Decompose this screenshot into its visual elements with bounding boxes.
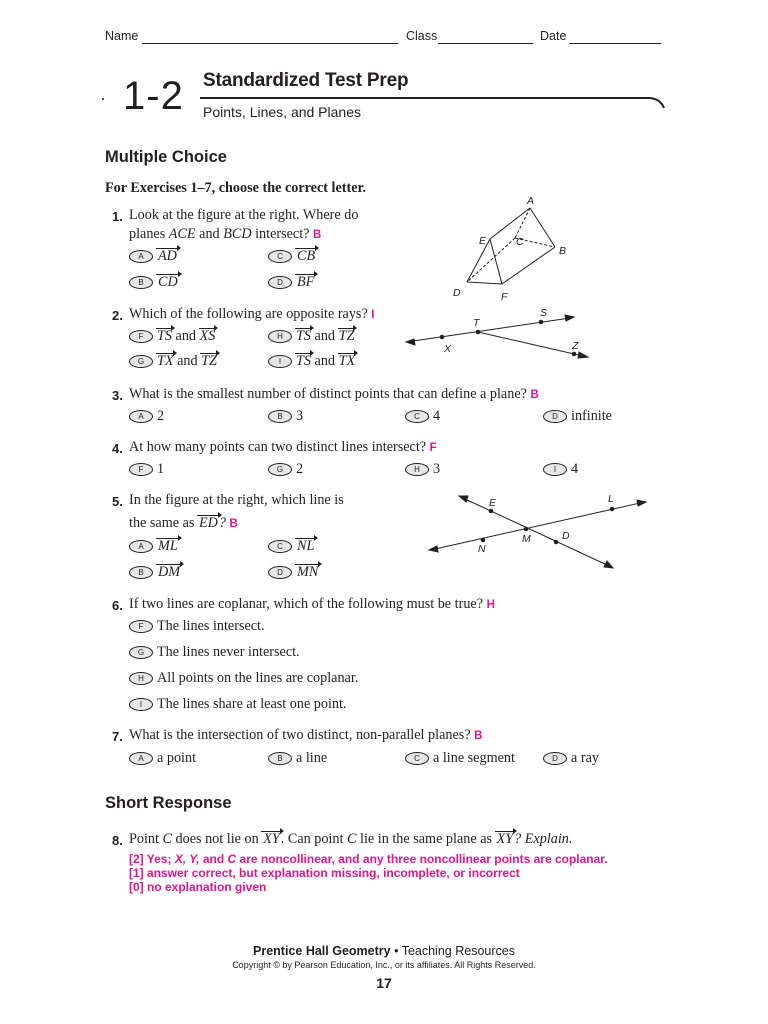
svg-text:Z: Z: [572, 340, 579, 352]
rubric-2: [2] Yes; X, Y, and C are noncollinear, and any three noncollinear points are coplanar.: [129, 852, 608, 866]
title-rule: [100, 90, 670, 130]
option-6g[interactable]: G The lines never intersect.: [129, 644, 300, 661]
svg-text:F: F: [501, 291, 508, 303]
section-short-response: Short Response: [105, 794, 232, 812]
question-3-text: What is the smallest number of distinct points that can define a plane? B: [129, 386, 539, 402]
question-number: 2.: [112, 308, 123, 323]
answer-6: H: [486, 599, 495, 611]
svg-text:E: E: [489, 497, 497, 509]
question-5-line2: the same as ED? B: [129, 515, 238, 531]
section-multiple-choice: Multiple Choice: [105, 148, 227, 166]
question-number: 3.: [112, 388, 123, 403]
name-field[interactable]: [142, 43, 398, 44]
rays-figure: [400, 300, 600, 370]
question-number: 8.: [112, 833, 123, 848]
date-label: Date: [540, 29, 567, 43]
svg-text:E: E: [479, 235, 487, 247]
option-7b[interactable]: B a line: [268, 750, 327, 767]
option-5a[interactable]: A ML: [129, 538, 179, 555]
question-number: 1.: [112, 209, 123, 224]
question-number: 7.: [112, 729, 123, 744]
option-4h[interactable]: H 3: [405, 461, 440, 478]
option-7a[interactable]: A a point: [129, 750, 196, 767]
option-5d[interactable]: D MN: [268, 564, 319, 581]
question-6-text: If two lines are coplanar, which of the following must be true? H: [129, 596, 495, 612]
answer-2: I: [371, 309, 375, 321]
name-label: Name: [105, 29, 139, 43]
prism-figure: [445, 192, 575, 307]
option-6f[interactable]: F The lines intersect.: [129, 618, 265, 635]
option-2f[interactable]: F TS and XS: [129, 328, 215, 345]
question-number: 5.: [112, 494, 123, 509]
rubric-1: [1] answer correct, but explanation missing, incomplete, or incorrect: [129, 866, 520, 880]
option-1d[interactable]: D BF: [268, 274, 315, 291]
footer-copyright: Copyright © by Pearson Education, Inc., or its affiliates. All Rights Reserved.: [232, 960, 536, 970]
lesson-number: 1-2: [123, 74, 184, 118]
question-number: 4.: [112, 441, 123, 456]
date-field[interactable]: [569, 43, 661, 44]
svg-text:B: B: [559, 245, 567, 257]
option-4f[interactable]: F 1: [129, 461, 164, 478]
class-field[interactable]: [438, 43, 533, 44]
svg-text:D: D: [562, 530, 570, 542]
option-3c[interactable]: C 4: [405, 408, 440, 425]
class-label: Class: [406, 29, 438, 43]
option-2h[interactable]: H TS and TZ: [268, 328, 354, 345]
option-3a[interactable]: A 2: [129, 408, 164, 425]
svg-text:X: X: [444, 343, 452, 355]
svg-text:S: S: [540, 307, 548, 319]
question-5-line1: In the figure at the right, which line is: [129, 492, 344, 508]
footer-book: Prentice Hall Geometry • Teaching Resources: [253, 944, 515, 958]
svg-text:D: D: [453, 287, 461, 299]
option-6i[interactable]: I The lines share at least one point.: [129, 696, 347, 713]
answer-7: B: [474, 730, 483, 742]
answer-3: B: [530, 389, 539, 401]
option-4g[interactable]: G 2: [268, 461, 303, 478]
question-1-line2: planes ACE and BCD intersect? B: [129, 226, 322, 242]
option-2i[interactable]: I TS and TX: [268, 353, 355, 370]
page-title: Standardized Test Prep: [203, 70, 409, 91]
option-1a[interactable]: A AD: [129, 248, 178, 265]
option-6h[interactable]: H All points on the lines are coplanar.: [129, 670, 358, 687]
question-number: 6.: [112, 598, 123, 613]
svg-text:A: A: [527, 195, 535, 207]
instructions: For Exercises 1–7, choose the correct letter.: [105, 180, 367, 196]
page-number: 17: [376, 975, 392, 991]
answer-1: B: [313, 229, 322, 241]
lines-figure: [425, 488, 655, 573]
svg-text:M: M: [522, 533, 531, 545]
option-3d[interactable]: D infinite: [543, 408, 612, 425]
option-5c[interactable]: C NL: [268, 538, 315, 555]
svg-text:T: T: [473, 317, 480, 329]
question-8-text: Point C does not lie on XY. Can point C lie in the same plane as XY? Explain.: [129, 831, 573, 847]
option-3b[interactable]: B 3: [268, 408, 303, 425]
svg-text:C: C: [516, 236, 524, 248]
page-subtitle: Points, Lines, and Planes: [203, 104, 361, 120]
question-7-text: What is the intersection of two distinct, non-parallel planes? B: [129, 727, 483, 743]
answer-4: F: [429, 442, 437, 454]
rubric-0: [0] no explanation given: [129, 880, 267, 894]
answer-5: B: [229, 518, 238, 530]
svg-text:N: N: [478, 543, 486, 555]
option-1b[interactable]: B CD: [129, 274, 179, 291]
question-4-text: At how many points can two distinct lines intersect? F: [129, 439, 437, 455]
option-4i[interactable]: I 4: [543, 461, 578, 478]
option-7c[interactable]: C a line segment: [405, 750, 515, 767]
option-5b[interactable]: B DM: [129, 564, 181, 581]
option-1c[interactable]: C CB: [268, 248, 316, 265]
svg-text:L: L: [608, 493, 614, 505]
option-2g[interactable]: G TX and TZ: [129, 353, 217, 370]
question-1-line1: Look at the figure at the right. Where do: [129, 207, 359, 223]
option-7d[interactable]: D a ray: [543, 750, 599, 767]
question-2-text: Which of the following are opposite rays? I: [129, 306, 375, 322]
